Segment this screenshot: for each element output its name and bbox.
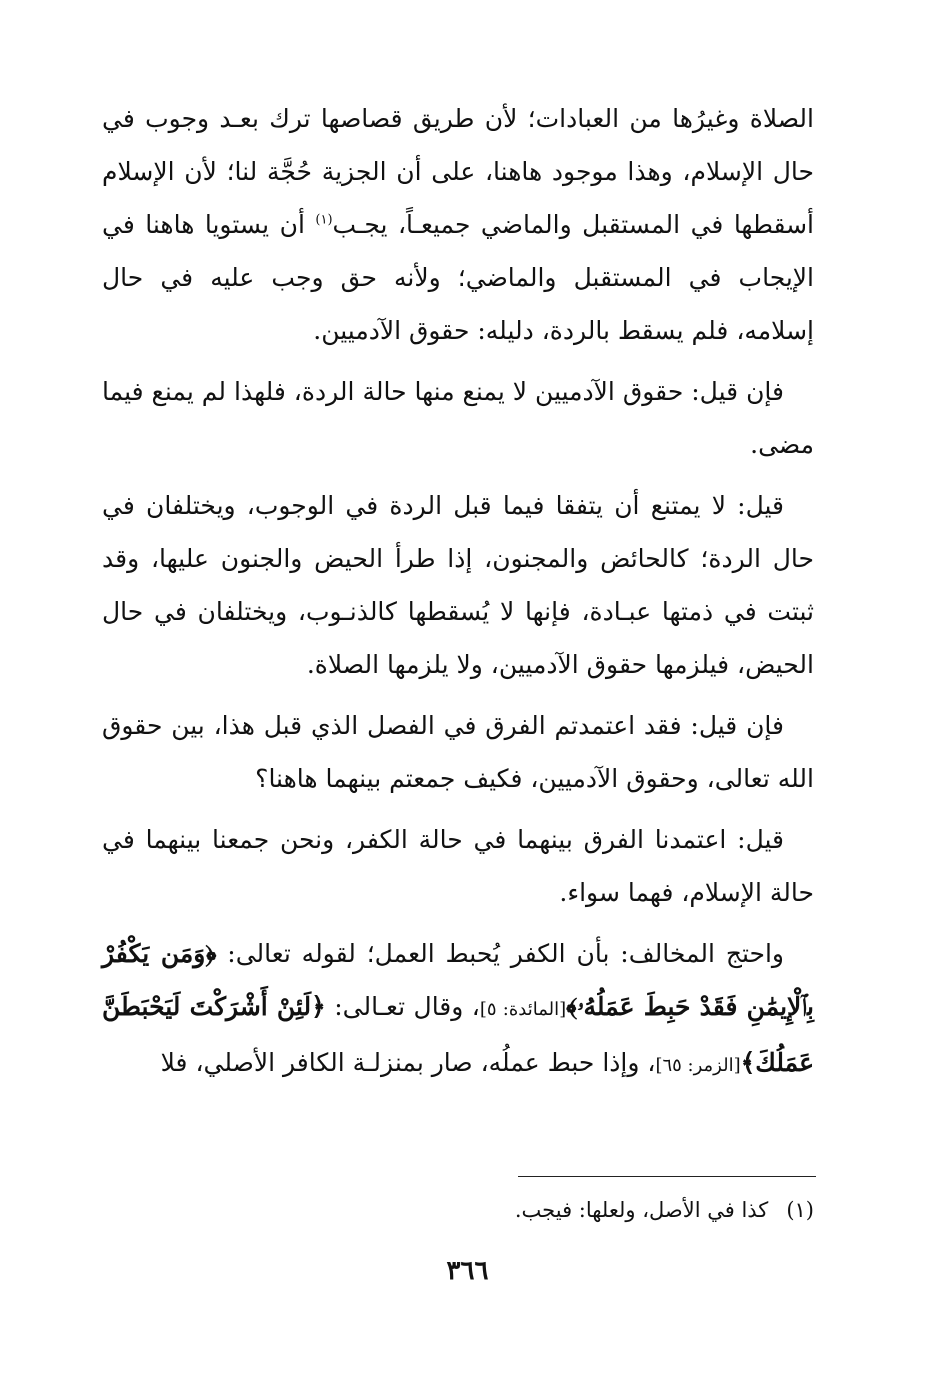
footnote-text: كذا في الأصل، ولعلها: فيجب. <box>514 1198 769 1222</box>
quran-verse-1: ﴿وَمَن يَكْفُرْ بِٱلْإِيمَٰنِ فَقَدْ حَبِطَ عَمَلُهُۥ﴾ <box>102 939 814 1021</box>
verse-citation-1: [المائدة: ٥] <box>479 999 567 1020</box>
paragraph-4: فإن قيل: فقد اعتمدتم الفرق في الفصل الذي قبل هذا، بين حقوق الله تعالى، وحقوق الآدميين، فكيف جمعتم بينهما هاهنا؟ <box>102 711 814 793</box>
argument-middle: ، وقال تعـالى: <box>334 992 480 1021</box>
argument-intro: واحتج المخالف: بأن الكفر يُحبط العمل؛ لقوله تعالى: <box>227 939 784 968</box>
paragraph-6 <box>102 927 814 1092</box>
footnote-marker: (١) <box>786 1198 814 1222</box>
main-text <box>102 92 814 1100</box>
paragraph-5: قيل: اعتمدنا الفرق بينهما في حالة الكفر، ونحن جمعنا بينهما في حالة الإسلام، فهما سواء. <box>102 825 814 907</box>
footnote-reference[interactable]: (١) <box>315 212 333 228</box>
paragraph-1-part-2: أن يستويا هاهنا في الإيجاب في المستقبل والماضي؛ ولأنه حق وجب عليه في حال إسلامه، فلم يسقط بالردة، دليله: حقوق الآدميين. <box>102 210 814 345</box>
verse-citation-2: [الزمر: ٦٥] <box>655 1055 741 1076</box>
paragraph-2: فإن قيل: حقوق الآدميين لا يمنع منها حالة الردة، فلهذا لم يمنع فيما مضى. <box>102 377 814 459</box>
argument-end: ، وإذا حبط عملُه، صار بمنزلـة الكافر الأصلي، فلا <box>160 1048 656 1077</box>
footnote-divider <box>518 1176 816 1177</box>
footnote <box>102 1192 814 1228</box>
page-number: ٣٦٦ <box>446 1256 489 1286</box>
paragraph-1 <box>102 92 814 357</box>
paragraph-3: قيل: لا يمتنع أن يتفقا فيما قبل الردة في الوجوب، ويختلفان في حال الردة؛ كالحائض والمجنون، إذا طرأ الحيض والجنون عليها، وقد ثبتت في ذمتها عبـادة، فإنها لا يُسقطها كالذنـوب، ويختلفان في حال الحيض، فيلزمها حقوق الآدميين، ولا يلزمها الصلاة. <box>102 491 814 679</box>
quran-verse-2: ﴿لَئِنْ أَشْرَكْتَ لَيَحْبَطَنَّ عَمَلُكَ﴾ <box>102 992 814 1077</box>
paragraph-1-part-1: الصلاة وغيرُها من العبادات؛ لأن طريق قصاصها ترك بعـد وجوب في حال الإسلام، وهذا موجود هاهنا، على أن الجزية حُجَّة لنا؛ لأن الإسلام أسقطها في المستقبل والماضي جميعـاً، يجـب <box>102 104 815 239</box>
